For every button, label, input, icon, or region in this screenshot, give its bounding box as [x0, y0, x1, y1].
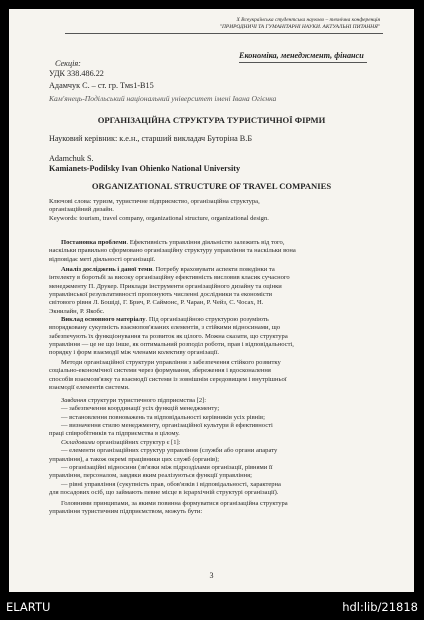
footer-handle-label: hdl:lib/21818: [342, 600, 418, 614]
conference-header-line-2: "ПРИРОДНИЧІ ТА ГУМАНІТАРНІ НАУКИ. АКТУАЛЬНІ ПИТАННЯ": [219, 23, 380, 30]
paragraph-lead: Постановка проблеми: [61, 239, 127, 246]
section-label: Секція:: [55, 59, 81, 68]
author-en: Adamchuk S.: [49, 154, 94, 163]
paragraph-lead: Завдання: [61, 397, 87, 404]
page-number: 3: [209, 571, 214, 580]
keywords-en-line: Keywords: tourism, travel company, organizational structure, organizational design.: [49, 214, 269, 222]
paragraph-main: Виклад основного матеріалу. Під організаційною структурою розуміють впорядковану сукупність взаємопов'язаних елементів, з стійкими відносинами, що забезпечують їх функціонування та розвиток як цілого. Можна сказати, що структура управління — це не що інше, як оптимальний розподіл роботи, прав і відповідальності, порядку і форм взаємодії між членами колективу організації.: [49, 316, 294, 357]
affiliation-en: Kamianets-Podilsky Ivan Ohienko National University: [49, 164, 241, 173]
list-item: — встановлення повноважень та відповідальності керівників усіх рівнів;: [61, 413, 265, 421]
title-en: ORGANIZATIONAL STRUCTURE OF TRAVEL COMPANIES: [91, 181, 332, 191]
affiliation-ua: Кам'янець-Подільський національний університет імені Івана Огієнка: [49, 94, 277, 103]
paragraph-lead: Аналіз досліджень і даної теми: [61, 266, 153, 273]
supervisor: Науковий керівник: к.е.н., старший викладач Буторіна В.Б: [49, 134, 253, 143]
header-rule: [65, 33, 383, 34]
paragraph-final: Головними принципами, за якими повинна формуватися організаційна структура управління туристичним підприємством, можуть бути:: [49, 500, 288, 516]
paragraph-components: Складовими організаційних структур є [1]: — елементи організаційних структур управління (служби або органи апарату управління), а також окремі працівники цих служб (органів); — організаційні відносини (зв'язки між підрозділами організації, рівнями її управління, персоналом, завдяки яким реалізуються функції управління; — рівні управління (сукупність прав, обов'язків і відповідальності, характерна для посадових осіб, що займають певне місце в ієрархічній структурі організації).: [49, 439, 381, 497]
keywords-ua-line: організаційний дизайн.: [49, 206, 114, 214]
keywords-block: [49, 198, 381, 223]
list-item: — визначення стилю менеджменту, організаційної культури й ефективності: [61, 422, 273, 430]
footer-repository-label: ELARTU: [6, 600, 51, 614]
section-title-underline: [239, 62, 367, 63]
udc-code: УДК 338.486.22: [49, 69, 104, 78]
list-item: — рівні управління (сукупність прав, обов'язків і відповідальності, характерна: [61, 480, 281, 488]
paragraph-lead: Виклад основного матеріалу: [61, 316, 146, 323]
section-title: Економіка, менеджмент, фінанси: [239, 51, 364, 60]
list-item: — елементи організаційних структур управління (служби або органи апарату: [61, 447, 278, 455]
list-item: — забезпечення координації усіх функцій менеджменту;: [61, 405, 220, 413]
paragraph-methods: Методи організаційної структури управління з забезпечення стійкого розвитку соціально-економічної системи через формування, збереження і вдосконалення способів взаємозв'язку та взаємодії системи із зовнішнім середовищем і внутрішньої взаємодії елементів системи.: [49, 359, 287, 392]
paragraph-tasks: Завдання структури туристичного підприємства [2]: — забезпечення координації усіх функцій менеджменту; — встановлення повноважень та відповідальності керівників усіх рівнів; — визначення стилю менеджменту, організаційної культури й ефективності праці співробітників та підприємства в цілому.: [49, 397, 381, 439]
conference-header-line-1: X Всеукраїнська студентська науково – технічна конференція: [236, 17, 380, 23]
keywords-ua-line: Ключові слова: туризм, туристичне підприємство, організаційна структура,: [49, 198, 260, 205]
title-ua: ОРГАНІЗАЦІЙНА СТРУКТУРА ТУРИСТИЧНОЇ ФІРМИ: [97, 115, 326, 125]
paragraph-lead: Складовими: [61, 439, 95, 446]
paragraph-analysis: Аналіз досліджень і даної теми. Потребу враховувати аспекти поведінки та інтелекту в боротьбі за високу організаційну ефективність висловив класик сучасного менеджменту П. Друкер. Приклади інструменти організаційного дизайну та оцінки управлінської результативності пропонують численні дослідники та економісти світового рівня Л. Бошіді, Г. Брич, Р. Саймонс, Р. Чаран, Р. Чейз, С. Чосах, Н. Экнилайн, Р. Якобс.: [49, 266, 290, 315]
author-ua: Адамчук С. – ст. гр. Тмs1-В15: [49, 81, 154, 90]
list-item: — організаційні відносини (зв'язки між підрозділами організації, рівнями її: [61, 464, 273, 472]
paragraph-problem: Постановка проблеми. Ефективність управління діяльністю залежить від того, наскільки правильно сформовано організаційну структуру управління та наскільки вона відповідає меті діяльності організації.: [49, 239, 296, 263]
document-page: [9, 9, 414, 592]
